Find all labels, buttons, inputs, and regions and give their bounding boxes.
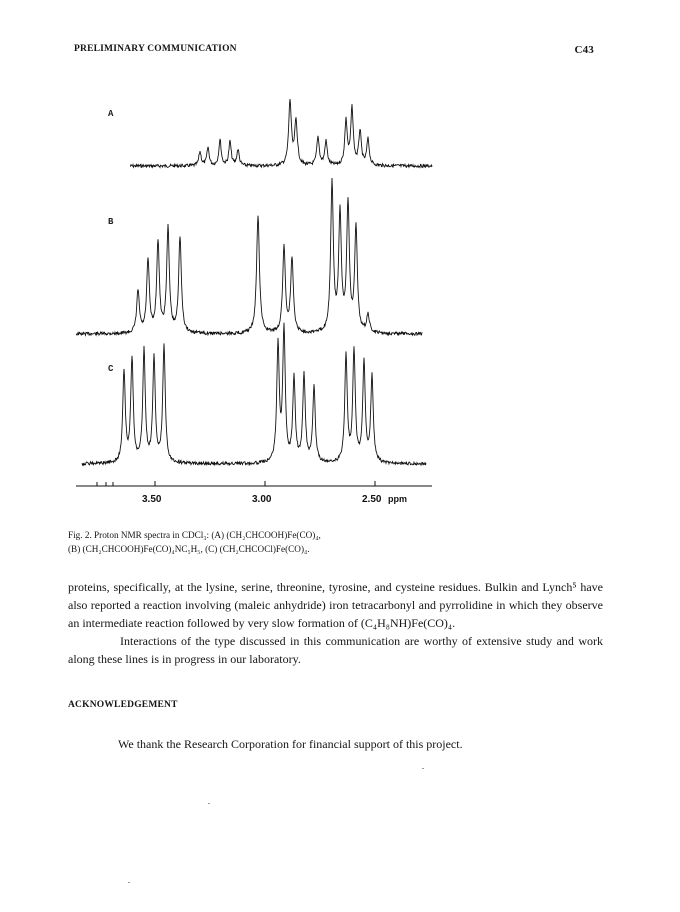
panel-label-a: A	[108, 109, 114, 119]
running-head	[74, 44, 594, 58]
panel-label-b: B	[108, 217, 114, 227]
spectrum-line	[76, 178, 422, 335]
caption-line-2: (B) (CH₂CHCOOH)Fe(CO)₄NC₅H₅, (C) (CH₂CHCOCl)Fe(CO)₄.	[68, 544, 310, 554]
figure-caption	[68, 528, 488, 556]
tick-label-3-00: 3.00	[252, 494, 272, 505]
axis-unit-ppm: ppm	[388, 494, 407, 504]
panel-label-c: C	[108, 364, 114, 374]
nmr-figure	[60, 86, 440, 506]
tick-label-2-50: 2.50	[362, 494, 382, 505]
scan-speck	[128, 882, 130, 883]
scan-speck	[208, 803, 210, 804]
spectrum-line	[82, 323, 426, 465]
acknowledgement-heading: ACKNOWLEDGEMENT	[68, 700, 178, 710]
spectrum-line	[130, 99, 432, 167]
spectrum-trace-a	[130, 99, 432, 167]
spectrum-trace-b	[76, 178, 422, 335]
caption-line-1: Fig. 2. Proton NMR spectra in CDCl₃: (A) (CH₂CHCOOH)Fe(CO)₄,	[68, 530, 321, 540]
journal-section-title: PRELIMINARY COMMUNICATION	[74, 44, 237, 54]
ppm-axis	[76, 481, 432, 505]
body-paragraph-2: Interactions of the type discussed in this communication are worthy of extensive study and work along these lines is in progress in our laboratory.	[68, 634, 603, 666]
acknowledgement-text: We thank the Research Corporation for financial support of this project.	[118, 737, 463, 751]
body-text	[68, 578, 603, 668]
page-number: C43	[574, 44, 594, 56]
spectrum-trace-c	[82, 323, 426, 465]
nmr-spectra-image	[60, 86, 440, 506]
scan-speck	[422, 768, 424, 769]
tick-label-3-50: 3.50	[142, 494, 162, 505]
body-paragraph-1: proteins, specifically, at the lysine, serine, threonine, tyrosine, and cysteine residues. Bulkin and Lynch⁵ have also reported a reaction involving (maleic anhydride) iron tetracarbonyl and pyrrolidine in which they observe an intermediate reaction followed by very slow formation of (C₄H₈NH)Fe(CO)₄.	[68, 580, 603, 630]
